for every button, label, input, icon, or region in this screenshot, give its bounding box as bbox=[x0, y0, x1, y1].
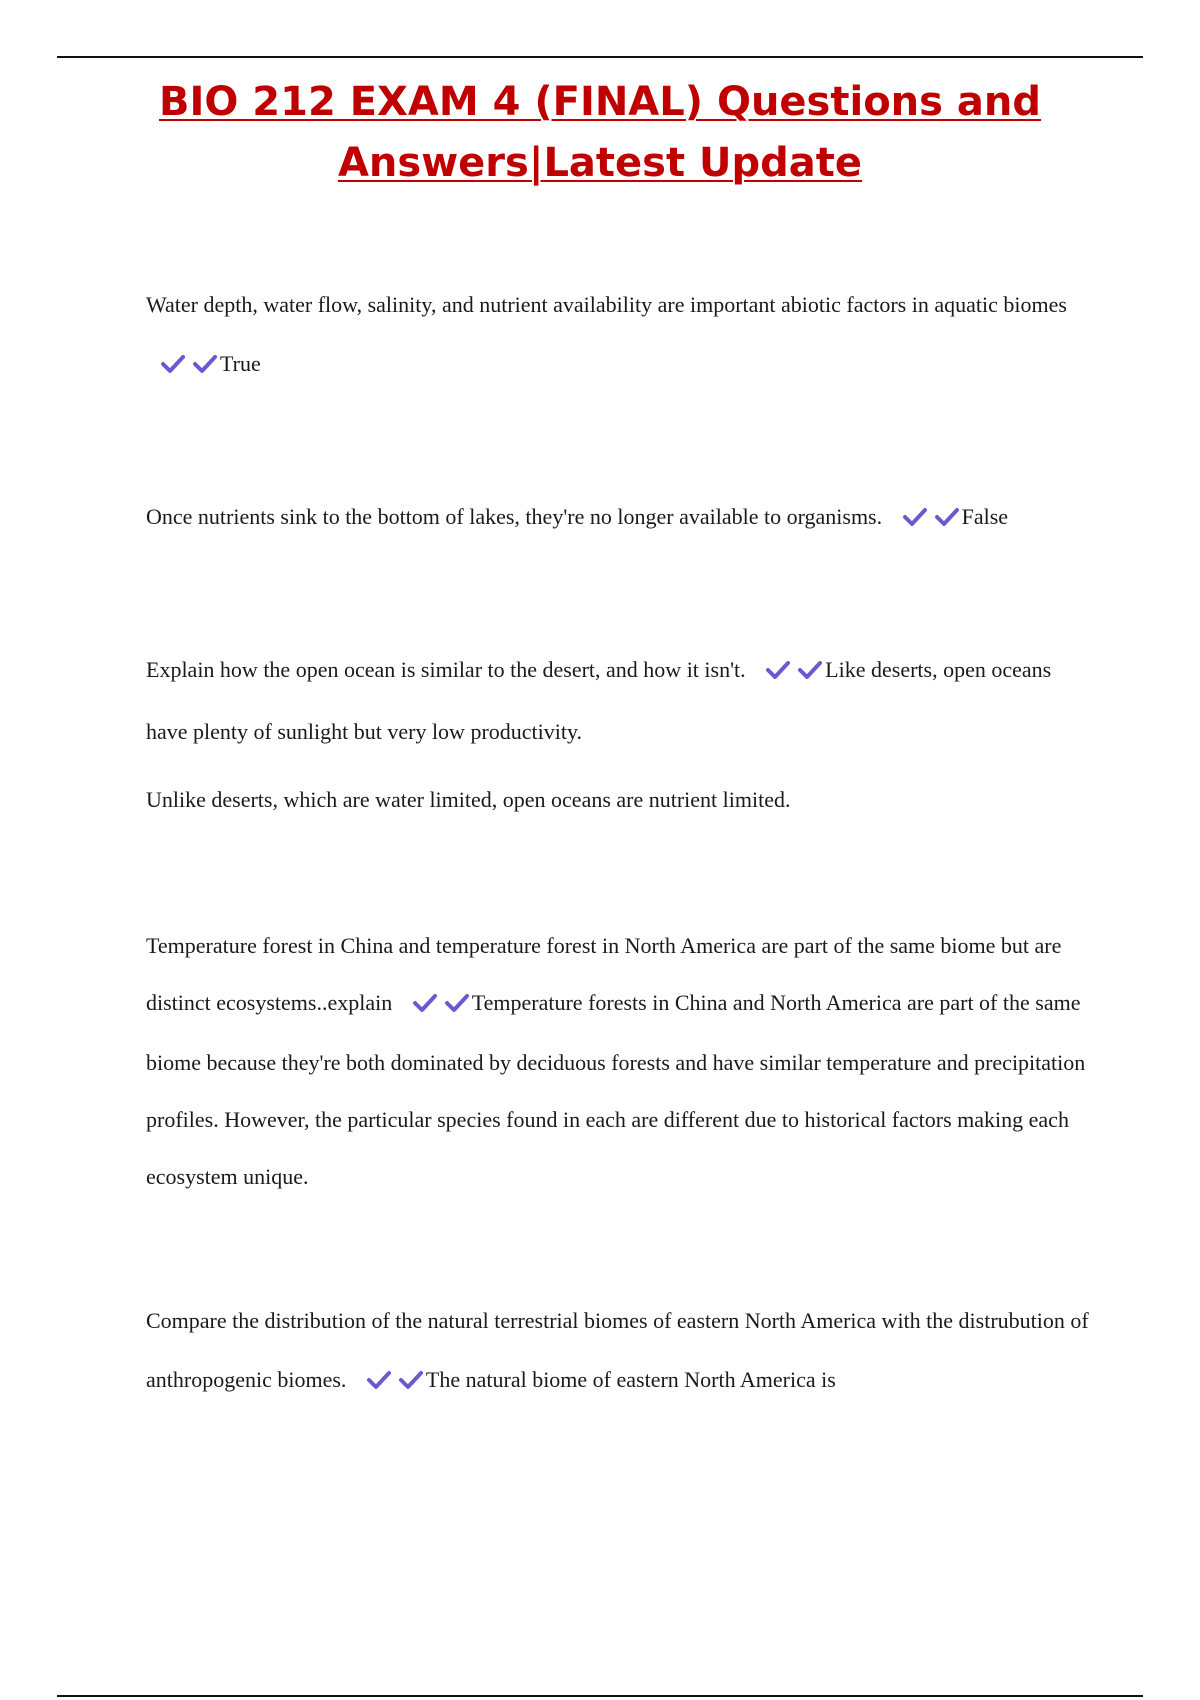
answer-text: True bbox=[220, 351, 261, 376]
question-text: Temperature forest in China and temperature forest in North America are part of the same biome but are distinct ecosystems..explain bbox=[146, 933, 1062, 1015]
question-text: Water depth, water flow, salinity, and nutrient availability are important abiotic factors in aquatic biomes bbox=[146, 292, 1067, 317]
qa-item-2 bbox=[146, 487, 1106, 549]
qa-item-3 bbox=[146, 640, 1091, 761]
double-check-icon bbox=[902, 490, 960, 549]
qa-item-5 bbox=[146, 1291, 1091, 1412]
question-text: Compare the distribution of the natural terrestrial biomes of eastern North America with the distrubution of anthropogenic biomes. bbox=[146, 1308, 1089, 1392]
double-check-icon bbox=[366, 1353, 424, 1412]
qa-item-1 bbox=[146, 275, 1091, 396]
qa-item-3-answer-extra: Unlike deserts, which are water limited, open oceans are nutrient limited. bbox=[146, 787, 791, 812]
answer-text: Temperature forests in China and North America are part of the same biome because they're both dominated by deciduous forests and have similar temperature and precipitation profiles. However, the particular species found in each are different due to historical factors making each ecosystem unique. bbox=[146, 990, 1086, 1189]
title-line-2: Answers|Latest Update bbox=[337, 140, 863, 186]
answer-text: The natural biome of eastern North America is bbox=[425, 1367, 836, 1392]
double-check-icon bbox=[412, 977, 470, 1034]
bottom-rule bbox=[57, 1695, 1143, 1697]
qa-item-4 bbox=[146, 917, 1091, 1205]
question-text: Once nutrients sink to the bottom of lakes, they're no longer available to organisms. bbox=[146, 504, 883, 529]
answer-text: False bbox=[961, 504, 1009, 529]
answer-text: Like deserts, open oceans have plenty of sunlight but very low productivity. bbox=[146, 657, 1052, 744]
title-line-1: BIO 212 EXAM 4 (FINAL) Questions and bbox=[159, 79, 1041, 125]
top-rule bbox=[57, 56, 1143, 58]
double-check-icon bbox=[765, 643, 823, 702]
document-title bbox=[100, 72, 1100, 194]
question-text: Explain how the open ocean is similar to the desert, and how it isn't. bbox=[146, 657, 746, 682]
double-check-icon bbox=[160, 337, 218, 396]
